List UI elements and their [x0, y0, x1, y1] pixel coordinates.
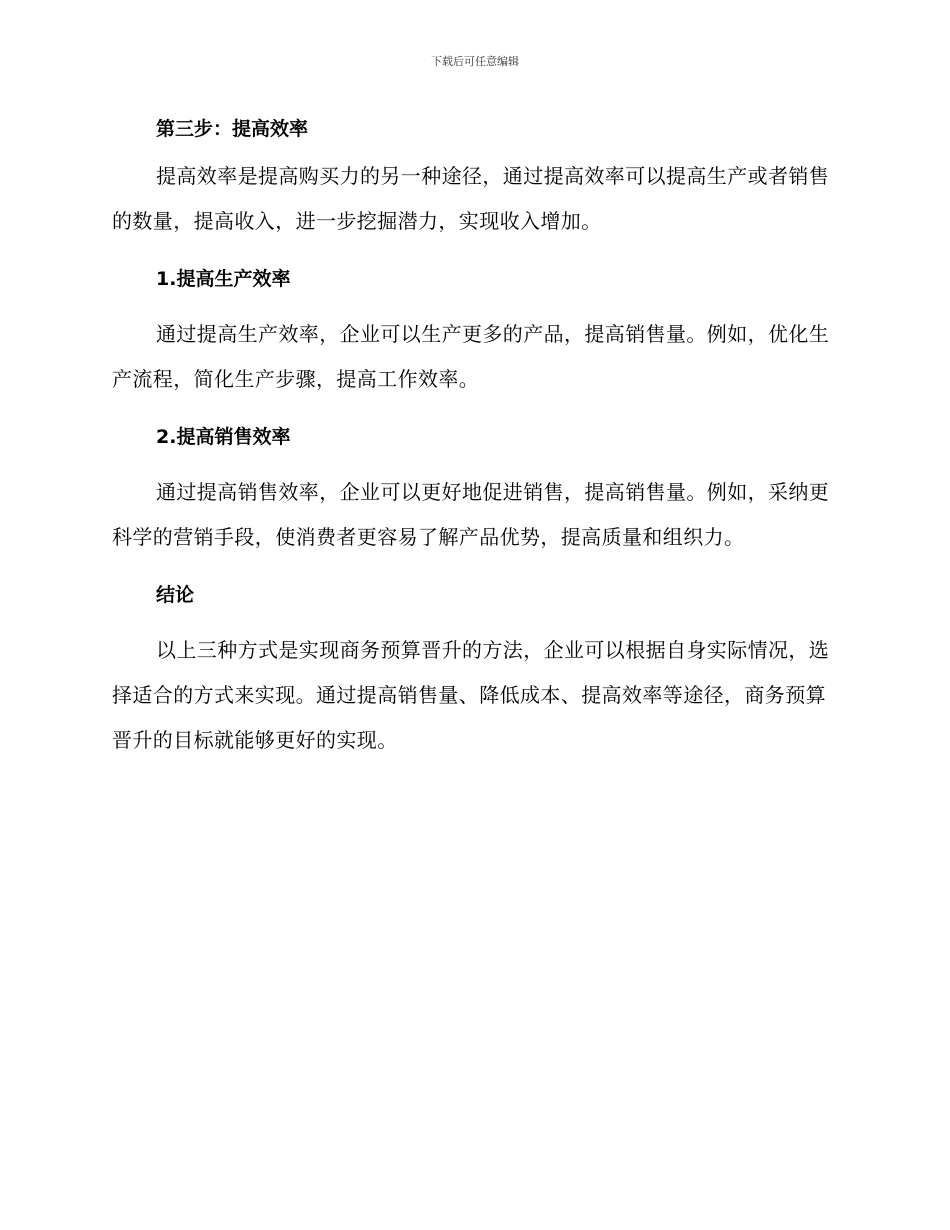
document-body — [112, 110, 832, 763]
section-paragraph-production-efficiency: 通过提高生产效率，企业可以生产更多的产品，提高销售量。例如，优化生产流程，简化生产步骤，提高工作效率。 — [112, 322, 830, 391]
section-heading-step3: 第三步：提高效率 — [156, 118, 309, 140]
section-heading-production-efficiency: 1.提高生产效率 — [156, 268, 291, 290]
section-paragraph-sales-efficiency: 通过提高销售效率，企业可以更好地促进销售，提高销售量。例如，采纳更科学的营销手段，使消费者更容易了解产品优势，提高质量和组织力。 — [112, 480, 830, 549]
header-note: 下载后可任意编辑 — [431, 55, 519, 68]
section-paragraph-conclusion: 以上三种方式是实现商务预算晋升的方法，企业可以根据自身实际情况，选择适合的方式来实现。通过提高销售量、降低成本、提高效率等途径，商务预算晋升的目标就能够更好的实现。 — [112, 638, 830, 752]
section-heading-conclusion: 结论 — [156, 584, 195, 606]
section-paragraph-step3: 提高效率是提高购买力的另一种途径，通过提高效率可以提高生产或者销售的数量，提高收入，进一步挖掘潜力，实现收入增加。 — [112, 164, 830, 233]
section-heading-sales-efficiency: 2.提高销售效率 — [156, 426, 291, 448]
